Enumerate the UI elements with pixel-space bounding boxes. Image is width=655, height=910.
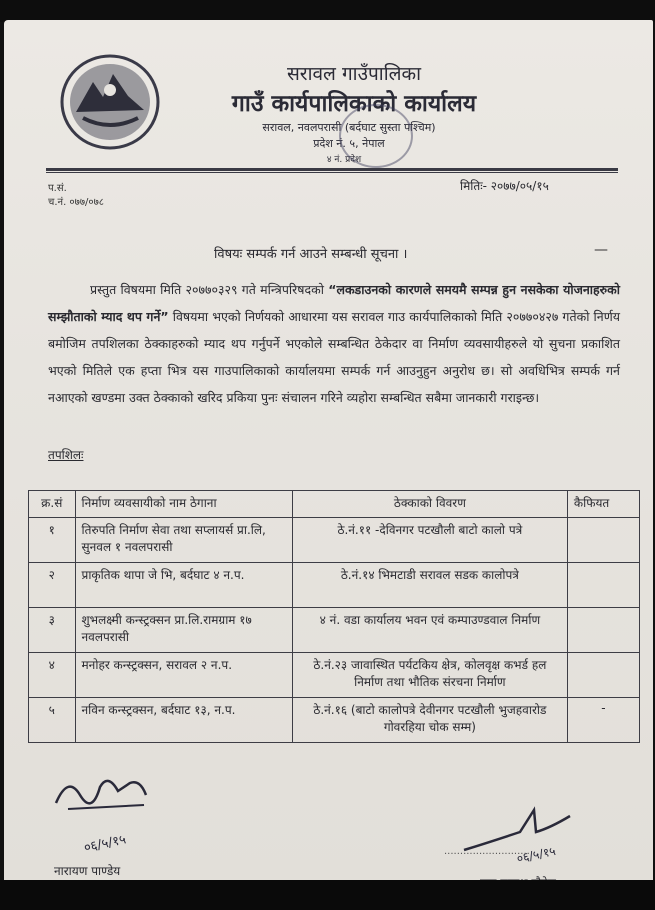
left-signatory-name: नारायण पाण्डेय [54,864,121,878]
row-remark [567,608,639,653]
row-contractor: तिरुपति निर्माण सेवा तथा सप्लायर्स प्रा.लि, सुनवल १ नवलपरासी [75,518,292,563]
margin-dash: — [594,242,608,258]
signature-dotted-line: ........................... [444,846,530,857]
row-remark: - [567,698,639,743]
header-remarks: कैफियत [567,491,639,518]
municipality-name: सरावल गाउँपालिका [286,63,422,85]
row-description: ४ नं. वडा कार्यालय भवन एवं कम्पाउण्डवाल निर्माण [292,608,567,653]
row-description: ठे.नं.२३ जावास्थित पर्यटकिय क्षेत्र, कोलवृक्ष कभर्ड हल निर्माण तथा भौतिक संरचना निर्माण [292,653,567,698]
body-bold-quote: “लकडाउनको कारणले समयमै सम्पन्न हुन नसकेका योजनाहरुको सम्झौताको म्याद थप गर्ने” [48,282,620,324]
office-stamp [339,104,413,168]
table-row [29,563,640,608]
subject-line: विषयः सम्पर्क गर्न आउने सम्बन्धी सूचना । [214,247,408,262]
emblem-logo-icon [58,52,162,152]
table-row [29,518,640,563]
row-remark [567,653,639,698]
row-description: ठे.नं.१४ भिमटाडी सरावल सडक कालोपत्रे [292,563,567,608]
stamp-text: ४ नं. प्रदेश [326,155,362,165]
row-serial: ३ [29,608,76,653]
header-divider [46,168,618,171]
body-part-2: विषयमा भएको निर्णयको आधारमा यस सरावल गाउ कार्यपालिकाको मिति २०७७०४२७ गतेको निर्णय बमोजिम तपशिलका ठेक्काहरुको म्याद थप गर्नुपर्ने भएकोले सम्बन्धित ठेकेदार वा निर्माण व्यवसायीहरुले यो सुचना प्रकाशित भएको मितिले एक हप्ता भित्र यस गाउपालिकाको कार्यालयमा सम्पर्क गर्न आउनुहुन अनुरोध छ। सो अवधिभित्र सम्पर्क गर्न नआएको खण्डमा उक्त ठेक्काको खरिद प्रकिया पुनः संचालन गरिने व्यहोरा सम्बन्धित सबैमा जानकारी गराइन्छ। [48,309,620,405]
left-signature-date: ०६/५/१५ [82,832,128,856]
row-contractor: शुभलक्ष्मी कन्स्ट्रक्सन प्रा.लि.रामग्राम १७ नवलपरासी [75,608,292,653]
header-description: ठेक्काको विवरण [292,491,567,518]
row-remark [567,518,639,563]
header-divider-thin [46,172,618,173]
row-contractor: प्राकृतिक थापा जे भि, बर्दघाट ४ न.प. [75,563,292,608]
table-row [29,653,640,698]
row-serial: ५ [29,698,76,743]
notice-body [48,276,620,411]
reference-label: प.सं. [48,183,67,194]
office-title: गाउँ कार्यपालिकाको कार्यालय [231,91,477,117]
notice-document [4,20,653,882]
body-part-1: प्रस्तुत विषयमा मिति २०७७०३२९ गते मन्त्रिपरिषदको [90,282,329,297]
row-serial: ४ [29,653,76,698]
table-row [29,698,640,743]
header-contractor: निर्माण व्यवसायीको नाम ठेगाना [75,491,292,518]
office-address: सरावल, नवलपरासी (बर्दघाट सुस्ता पश्चिम) [262,121,436,134]
row-remark [567,563,639,608]
province-line: प्रदेश नं. ५, नेपाल [313,137,385,150]
tapsil-label: तपशिलः [48,448,84,462]
photo-bottom-edge [0,880,655,910]
row-contractor: मनोहर कन्स्ट्रक्सन, सरावल २ न.प. [75,653,292,698]
row-description: ठे.नं.१६ (बाटो कालोपत्रे देवीनगर पटखौली भुजहवारोड गोवरहिया चोक सम्म) [292,698,567,743]
row-contractor: नविन कन्स्ट्रक्सन, बर्दघाट १३, न.प. [75,698,292,743]
photo-top-edge [0,0,655,22]
row-serial: २ [29,563,76,608]
table-row [29,608,640,653]
contracts-table [28,490,640,743]
header-serial: क्र.सं [29,491,76,518]
letter-date: मितिः- २०७७/०५/१५ [460,179,549,193]
table-header-row [29,491,640,518]
row-description: ठे.नं.११ -देविनगर पटखौली बाटो कालो पत्रे [292,518,567,563]
reference-number: च.नं. ०७७/०७८ [48,197,105,208]
row-serial: १ [29,518,76,563]
left-signature [48,765,168,860]
right-signature-date: ०६/५/१५ [515,843,557,866]
